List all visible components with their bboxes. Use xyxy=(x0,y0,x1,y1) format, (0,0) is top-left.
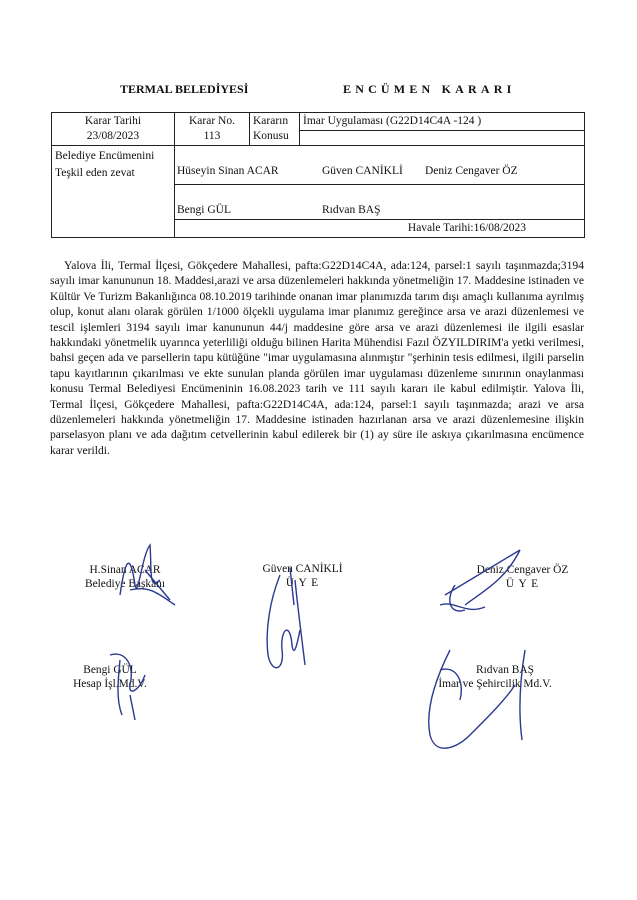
decision-date-value: 23/08/2023 xyxy=(86,130,140,142)
decision-title: ENCÜMEN KARARI xyxy=(343,82,516,96)
members-row-1 xyxy=(175,146,585,185)
signature-scribble-oz xyxy=(425,545,545,625)
signer-name: Rıdvan BAŞ xyxy=(476,664,534,676)
signer-name: Güven CANİKLİ xyxy=(262,563,343,575)
referral-date: Havale Tarihi:16/08/2023 xyxy=(407,222,527,234)
signer-title: Ü Y E xyxy=(285,577,320,589)
decision-no-value: 113 xyxy=(203,130,221,142)
council-label-line2: Teşkil eden zevat xyxy=(55,167,135,179)
member-gul: Bengi GÜL xyxy=(177,204,231,216)
council-label-cell xyxy=(52,146,175,238)
signer-title: Hesap İşl.Md.V. xyxy=(73,678,147,690)
subject-label-line2: Konusu xyxy=(253,130,289,142)
member-acar: Hüseyin Sinan ACAR xyxy=(177,165,279,177)
decision-meta-table xyxy=(51,112,585,238)
decision-date-label: Karar Tarihi xyxy=(84,115,142,127)
decision-date-cell xyxy=(52,113,175,146)
referral-date-cell xyxy=(175,220,585,238)
municipality-name: TERMAL BELEDİYESİ xyxy=(120,82,249,96)
member-oz: Deniz Cengaver ÖZ xyxy=(425,165,518,177)
signer-name: Bengi GÜL xyxy=(83,664,137,676)
members-row-2 xyxy=(175,185,585,220)
subject-value: İmar Uygulaması (G22D14C4A -124 ) xyxy=(300,113,584,131)
decision-no-cell xyxy=(175,113,250,146)
decision-no-label: Karar No. xyxy=(189,115,235,127)
council-label-line1: Belediye Encümenini xyxy=(55,150,155,162)
signer-name: H.Sinan ACAR xyxy=(89,564,161,576)
signature-scribble-bas xyxy=(400,640,540,760)
signer-title: Belediye Başkanı xyxy=(84,578,166,590)
signer-title: İmar ve Şehircilik Md.V. xyxy=(438,678,552,690)
subject-value-cell xyxy=(300,113,585,146)
signature-scribble-acar xyxy=(90,540,180,610)
subject-label-cell xyxy=(250,113,300,146)
member-canikli: Güven CANİKLİ xyxy=(322,165,403,177)
signer-name: Deniz Cengaver ÖZ xyxy=(476,564,569,576)
decision-body-text: Yalova İli, Termal İlçesi, Gökçedere Mahallesi, pafta:G22D14C4A, ada:124, parsel:1 sayılı taşınmazda;3194 sayılı imar kanununun 18. Maddesi,arazi ve arsa düzenlemeleri hakkında yönetmeliğin 17. Maddesine istinaden ve Kültür Ve Turizm Bakanlığınca 08.10.2019 tarihinde onanan imar planımızda tarım dışı amaçlı kullanıma ayrılmış olup, konut alanı olarak görülen 1/1000 ölçekli uygulama imar planımız gereğince arsa ve arazi düzenlemesi ve tescil işlemleri 3194 sayılı imar kanununun 44/j maddesine göre arsa ve arazi düzenlemesi ile ilgili esaslar hakkındaki yönetmelik uyarınca yeterliliği olduğu bilinen Harita Mühendisi Fazıl ÖZYILDIRIM'a yetki verilmesi, bahsi geçen ada ve parsellerin tapu kütüğüne "imar uygulamasına alınmıştır "şerhinin tesis edilmesi, ilgili parselin tapu kayıtlarının çıkarılması ve ekte sunulan planda görülen imar uygulaması düzenleme sınırının onaylanması konusu Termal Belediyesi Encümeninin 16.08.2023 tarih ve 111 sayılı kararı ile kabul edilmiştir. Yalova İli, Termal İlçesi, Gökçedere Mahallesi, pafta:G22D14C4A, ada:124, parsel:1 sayılı taşınmazda; arazi ve arsa düzenlemeleri hakkında yönetmeliğin 17. Maddesine istinaden hazırlanan arsa ve arazi düzenlemesine ilişkin parselasyon planı ve ada dağıtım cetvellerinin kabul edilerek bir (1) ay süre ile askıya çıkarılmasına encümence karar verildi. xyxy=(50,259,584,457)
signature-scribble-canikli xyxy=(250,560,320,680)
signature-scribble-gul xyxy=(100,635,170,725)
subject-label-line1: Kararın xyxy=(253,115,289,127)
member-bas: Rıdvan BAŞ xyxy=(322,204,381,216)
signer-title: Ü Y E xyxy=(505,578,540,590)
